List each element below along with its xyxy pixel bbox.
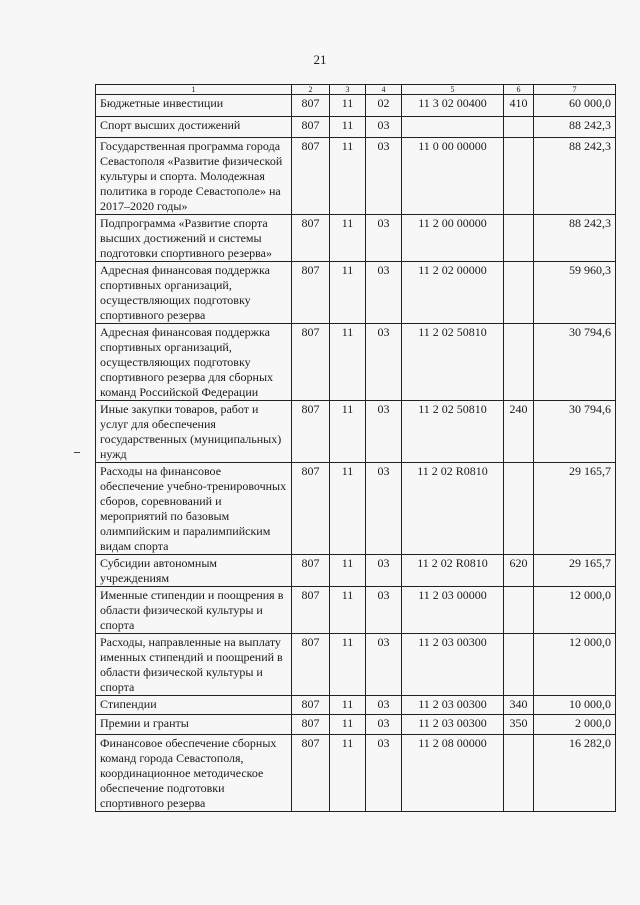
row-code-6: 410 xyxy=(504,95,534,117)
row-amount: 29 165,7 xyxy=(534,555,616,587)
row-code-2: 807 xyxy=(292,95,330,117)
row-code-3: 11 xyxy=(330,715,366,735)
row-code-2: 807 xyxy=(292,138,330,215)
row-code-6 xyxy=(504,215,534,262)
row-name: Адресная финансовая поддержка спортивных организаций, осуществляющих подготовку спортивного резерва для сборных команд Российской Федерации xyxy=(96,324,292,401)
row-code-6: 350 xyxy=(504,715,534,735)
row-code-2: 807 xyxy=(292,463,330,555)
row-code-2: 807 xyxy=(292,262,330,324)
row-amount: 88 242,3 xyxy=(534,117,616,138)
table-row xyxy=(96,735,616,812)
row-code-4: 03 xyxy=(366,715,402,735)
row-code-4: 03 xyxy=(366,138,402,215)
row-code-6: 240 xyxy=(504,401,534,463)
row-code-2: 807 xyxy=(292,634,330,696)
row-code-3: 11 xyxy=(330,262,366,324)
row-code-6: 340 xyxy=(504,696,534,715)
row-code-4: 03 xyxy=(366,215,402,262)
row-name: Иные закупки товаров, работ и услуг для обеспечения государственных (муниципальных) нужд xyxy=(96,401,292,463)
row-code-4: 03 xyxy=(366,117,402,138)
row-code-2: 807 xyxy=(292,117,330,138)
row-name: Государственная программа города Севастополя «Развитие физической культуры и спорта. Молодежная политика в городе Севастополе» на 2017–2020 годы» xyxy=(96,138,292,215)
row-code-5 xyxy=(402,117,504,138)
row-code-2: 807 xyxy=(292,715,330,735)
row-code-3: 11 xyxy=(330,735,366,812)
row-code-3: 11 xyxy=(330,696,366,715)
row-code-5: 11 2 08 00000 xyxy=(402,735,504,812)
row-name: Финансовое обеспечение сборных команд города Севастополя, координационное методическое обеспечение подготовки спортивного резерва xyxy=(96,735,292,812)
row-code-3: 11 xyxy=(330,555,366,587)
row-code-5: 11 2 02 00000 xyxy=(402,262,504,324)
row-code-5: 11 2 03 00000 xyxy=(402,587,504,634)
row-code-4: 03 xyxy=(366,463,402,555)
row-code-5: 11 2 02 50810 xyxy=(402,401,504,463)
row-code-4: 03 xyxy=(366,401,402,463)
table-row xyxy=(96,262,616,324)
row-code-2: 807 xyxy=(292,587,330,634)
row-code-3: 11 xyxy=(330,401,366,463)
table-row xyxy=(96,215,616,262)
row-code-6 xyxy=(504,117,534,138)
row-code-2: 807 xyxy=(292,401,330,463)
row-code-4: 03 xyxy=(366,324,402,401)
row-code-4: 02 xyxy=(366,95,402,117)
row-code-6: 620 xyxy=(504,555,534,587)
col-header: 1 xyxy=(96,85,292,95)
row-code-2: 807 xyxy=(292,555,330,587)
col-header: 4 xyxy=(366,85,402,95)
row-code-3: 11 xyxy=(330,634,366,696)
row-name: Подпрограмма «Развитие спорта высших достижений и системы подготовки спортивного резерва» xyxy=(96,215,292,262)
row-amount: 88 242,3 xyxy=(534,215,616,262)
row-amount: 59 960,3 xyxy=(534,262,616,324)
table-row xyxy=(96,95,616,117)
row-code-6 xyxy=(504,634,534,696)
table-row xyxy=(96,138,616,215)
row-code-2: 807 xyxy=(292,215,330,262)
header-row xyxy=(96,85,616,95)
row-code-5: 11 2 03 00300 xyxy=(402,715,504,735)
table-row xyxy=(96,463,616,555)
page-number: 21 xyxy=(313,52,327,67)
row-name: Спорт высших достижений xyxy=(96,117,292,138)
row-code-5: 11 2 02 50810 xyxy=(402,324,504,401)
row-name: Субсидии автономным учреждениям xyxy=(96,555,292,587)
col-header: 5 xyxy=(402,85,504,95)
row-code-5: 11 2 03 00300 xyxy=(402,634,504,696)
row-name: Именные стипендии и поощрения в области физической культуры и спорта xyxy=(96,587,292,634)
col-header: 7 xyxy=(534,85,616,95)
row-amount: 30 794,6 xyxy=(534,324,616,401)
row-name: Адресная финансовая поддержка спортивных организаций, осуществляющих подготовку спортивного резерва xyxy=(96,262,292,324)
row-name: Расходы на финансовое обеспечение учебно-тренировочных сборов, соревнований и мероприятий по базовым олимпийским и паралимпийским видам спорта xyxy=(96,463,292,555)
row-code-5: 11 0 00 00000 xyxy=(402,138,504,215)
row-amount: 10 000,0 xyxy=(534,696,616,715)
row-code-2: 807 xyxy=(292,696,330,715)
table-row xyxy=(96,555,616,587)
row-code-3: 11 xyxy=(330,138,366,215)
row-code-4: 03 xyxy=(366,587,402,634)
table-row xyxy=(96,696,616,715)
row-code-2: 807 xyxy=(292,735,330,812)
row-code-6 xyxy=(504,735,534,812)
row-code-6 xyxy=(504,138,534,215)
row-code-6 xyxy=(504,324,534,401)
row-name: Стипендии xyxy=(96,696,292,715)
col-header: 2 xyxy=(292,85,330,95)
row-code-3: 11 xyxy=(330,324,366,401)
col-header: 3 xyxy=(330,85,366,95)
row-name: Бюджетные инвестиции xyxy=(96,95,292,117)
row-code-5: 11 2 02 R0810 xyxy=(402,463,504,555)
row-code-4: 03 xyxy=(366,735,402,812)
row-name: Премии и гранты xyxy=(96,715,292,735)
row-code-3: 11 xyxy=(330,215,366,262)
row-amount: 30 794,6 xyxy=(534,401,616,463)
row-amount: 60 000,0 xyxy=(534,95,616,117)
row-amount: 2 000,0 xyxy=(534,715,616,735)
row-amount: 12 000,0 xyxy=(534,587,616,634)
table-row xyxy=(96,324,616,401)
table-row xyxy=(96,587,616,634)
budget-table xyxy=(95,84,616,812)
row-code-3: 11 xyxy=(330,95,366,117)
row-code-5: 11 2 03 00300 xyxy=(402,696,504,715)
row-amount: 16 282,0 xyxy=(534,735,616,812)
row-code-4: 03 xyxy=(366,555,402,587)
row-code-3: 11 xyxy=(330,117,366,138)
row-code-4: 03 xyxy=(366,262,402,324)
table-row xyxy=(96,634,616,696)
row-code-4: 03 xyxy=(366,634,402,696)
row-code-6 xyxy=(504,587,534,634)
row-amount: 88 242,3 xyxy=(534,138,616,215)
row-code-5: 11 3 02 00400 xyxy=(402,95,504,117)
row-amount: 29 165,7 xyxy=(534,463,616,555)
row-code-5: 11 2 00 00000 xyxy=(402,215,504,262)
col-header: 6 xyxy=(504,85,534,95)
row-amount: 12 000,0 xyxy=(534,634,616,696)
table-row xyxy=(96,715,616,735)
row-code-4: 03 xyxy=(366,696,402,715)
row-code-3: 11 xyxy=(330,587,366,634)
table-row xyxy=(96,117,616,138)
margin-mark xyxy=(74,452,80,453)
row-code-6 xyxy=(504,463,534,555)
table-row xyxy=(96,401,616,463)
row-name: Расходы, направленные на выплату именных стипендий и поощрений в области физической культуры и спорта xyxy=(96,634,292,696)
row-code-2: 807 xyxy=(292,324,330,401)
row-code-5: 11 2 02 R0810 xyxy=(402,555,504,587)
row-code-6 xyxy=(504,262,534,324)
row-code-3: 11 xyxy=(330,463,366,555)
